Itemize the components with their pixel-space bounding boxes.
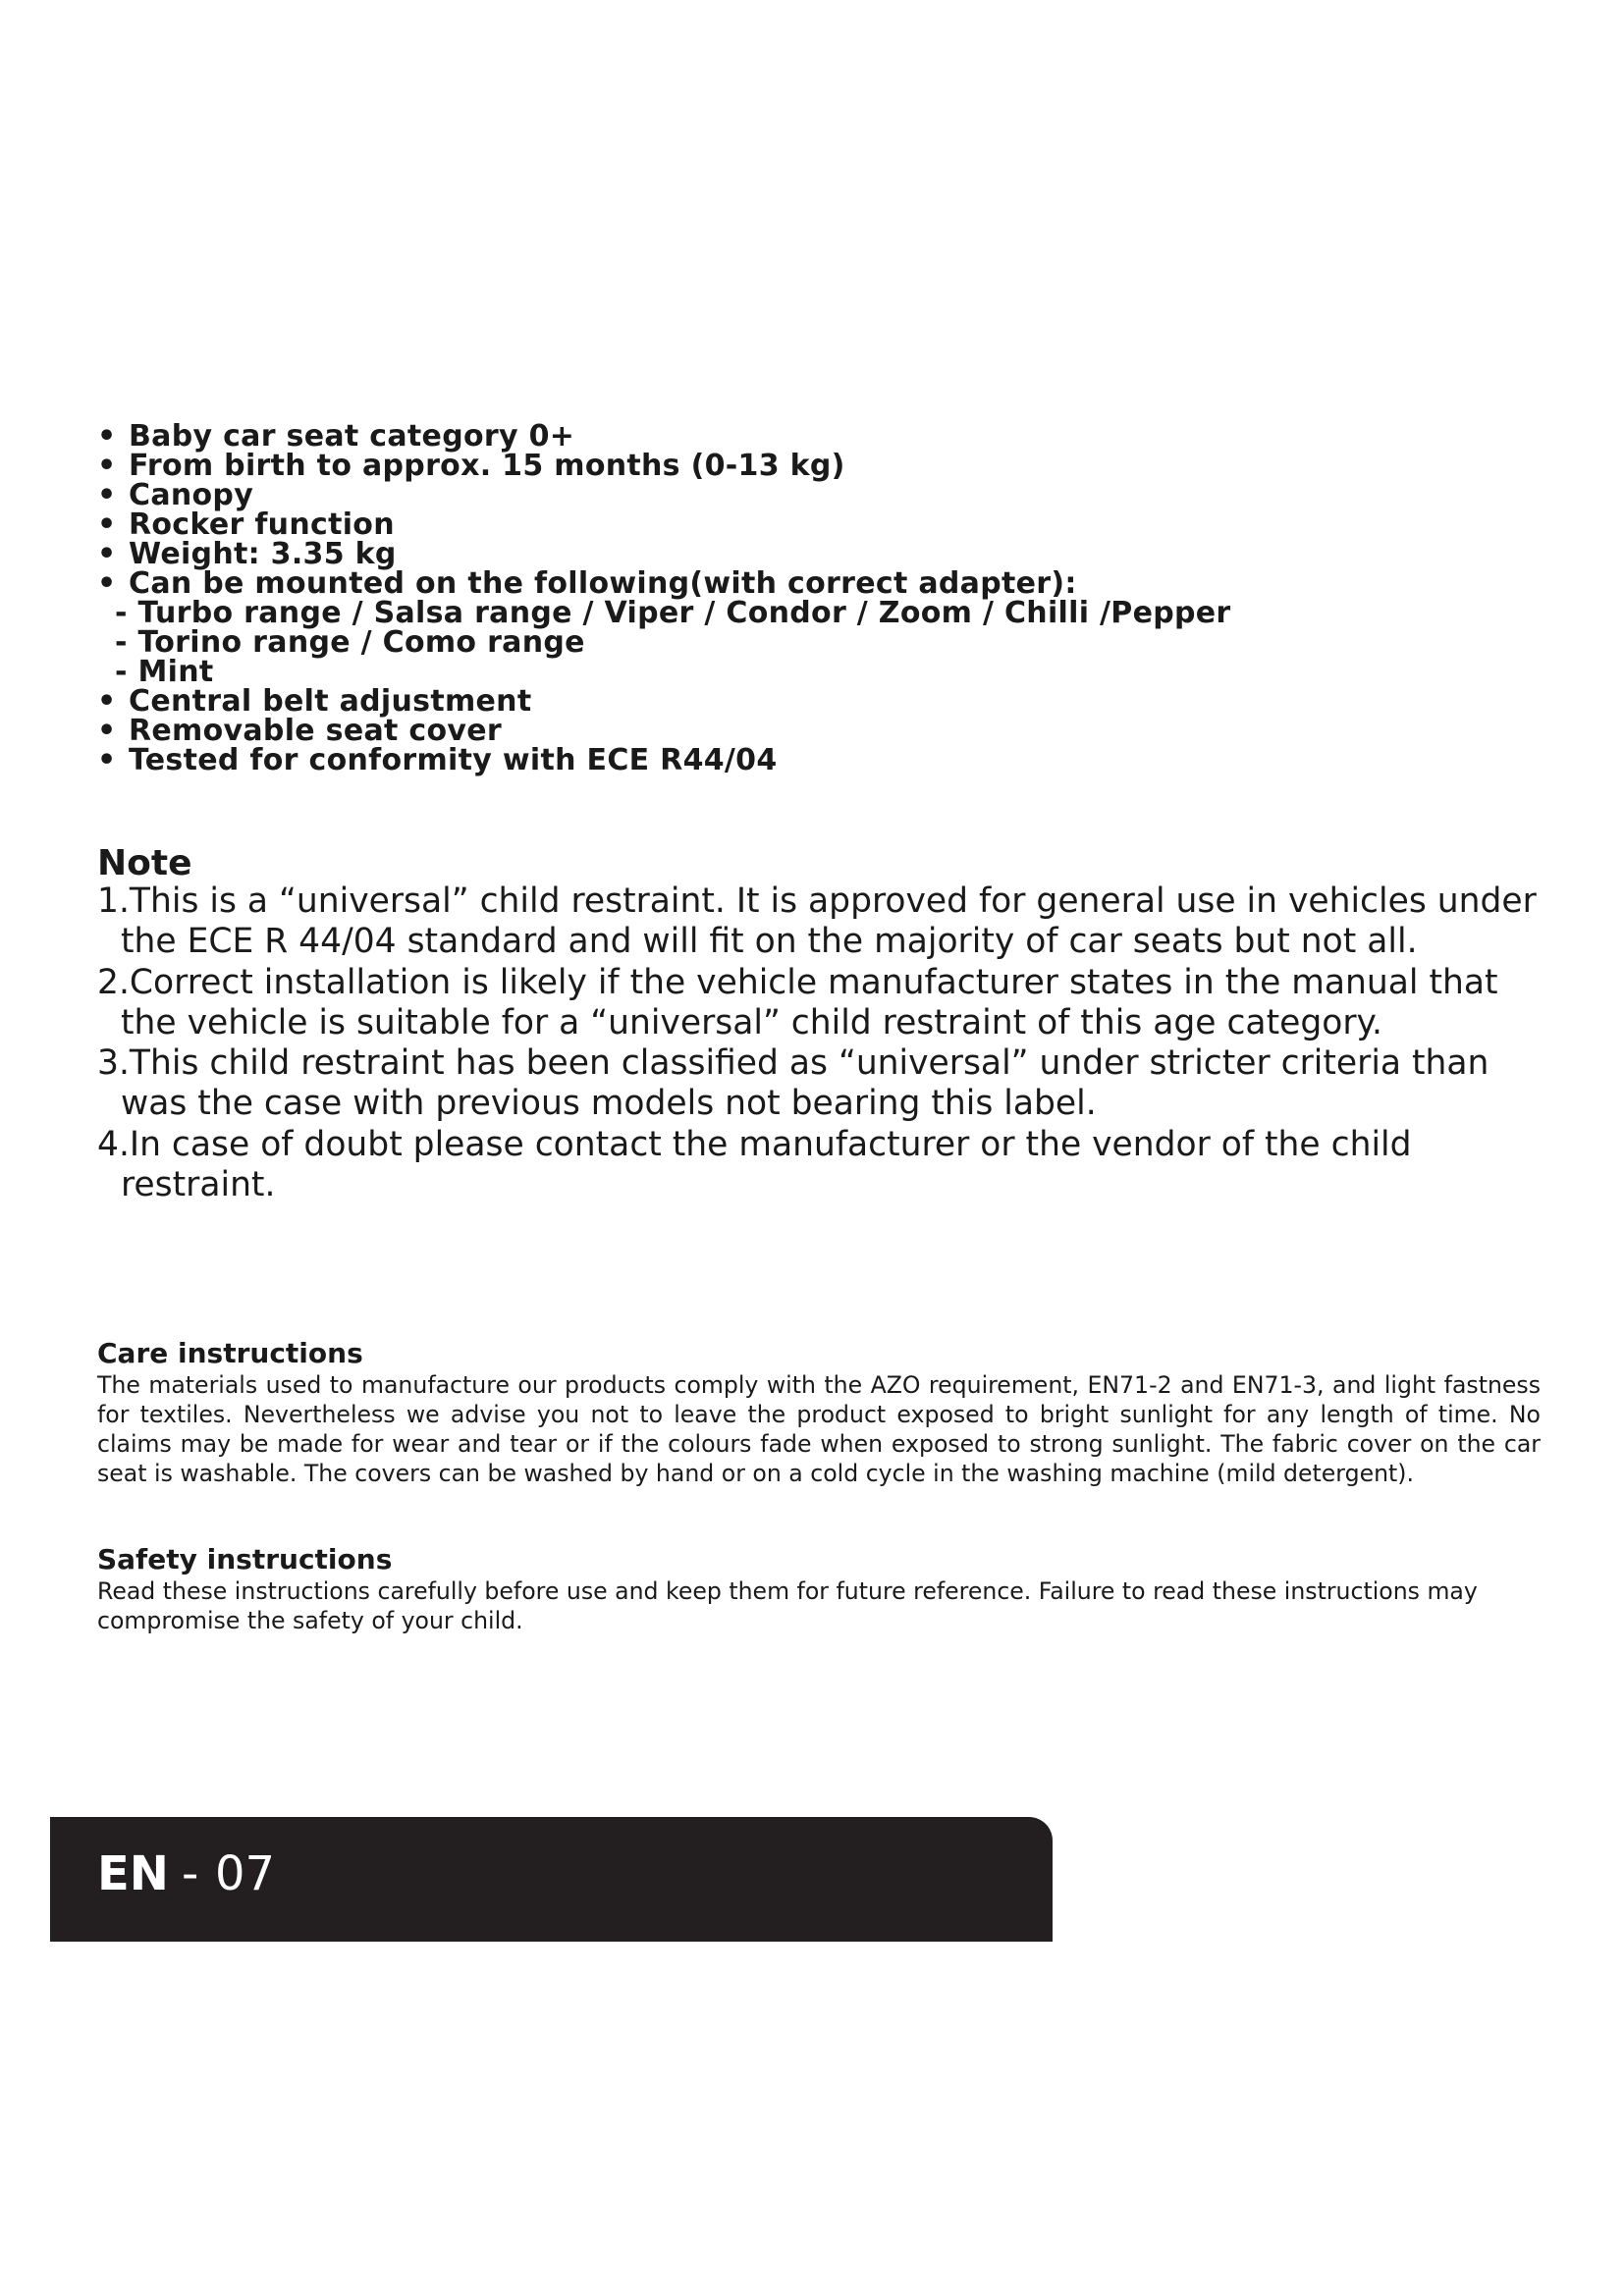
care-instructions-heading: Care instructions	[97, 1337, 363, 1369]
bullet-icon: •	[97, 507, 117, 542]
safety-instructions-heading: Safety instructions	[97, 1543, 393, 1575]
feature-subitem-text: - Turbo range / Salsa range / Viper / Condor / Zoom / Chilli /Pepper	[115, 596, 1231, 630]
bullet-icon: •	[97, 478, 117, 512]
feature-text: Baby car seat category 0+	[129, 419, 575, 454]
feature-text: Rocker function	[129, 507, 395, 542]
feature-item	[97, 566, 1550, 601]
feature-item	[97, 449, 1550, 483]
bullet-icon: •	[97, 449, 117, 483]
feature-text: Removable seat cover	[129, 714, 502, 748]
feature-text: From birth to approx. 15 months (0-13 kg)	[129, 449, 845, 483]
note-list	[97, 881, 1550, 1205]
note-heading: Note	[97, 843, 192, 883]
feature-subitem-text: - Torino range / Como range	[115, 625, 585, 660]
bullet-icon: •	[97, 743, 117, 777]
bullet-icon: •	[97, 537, 117, 571]
feature-subitem	[97, 655, 1550, 689]
note-item: 4.In case of doubt please contact the manufacturer or the vendor of the child restraint.	[97, 1124, 1412, 1205]
feature-item	[97, 684, 1550, 719]
feature-subitem-text: - Mint	[115, 655, 214, 689]
feature-text: Tested for conformity with ECE R44/04	[129, 743, 778, 777]
feature-text: Canopy	[129, 478, 254, 512]
bullet-icon: •	[97, 566, 117, 601]
feature-subitem	[97, 596, 1550, 630]
feature-item	[97, 419, 1550, 454]
care-instructions-text: The materials used to manufacture our products comply with the AZO requirement, EN71-2 and EN71-3, and light fastness for textiles. Nevertheless we advise you not to leave the product exposed to bright sunlight for any length of time. No claims may be made for wear and tear or if the colours fade when exposed to strong sunlight. The fabric cover on the car seat is washable. The covers can be washed by hand or on a cold cycle in the washing machine (mild detergent).	[97, 1371, 1541, 1487]
bullet-icon: •	[97, 419, 117, 454]
feature-item	[97, 507, 1550, 542]
feature-text: Can be mounted on the following(with correct adapter):	[129, 566, 1077, 601]
feature-item	[97, 743, 1550, 777]
feature-text: Weight: 3.35 kg	[129, 537, 397, 571]
note-item: 3.This child restraint has been classified as “universal” under stricter criteria than was the case with previous models not bearing this label.	[97, 1043, 1489, 1124]
footer-separator: -	[182, 1846, 199, 1901]
feature-subitem	[97, 625, 1550, 660]
feature-list	[97, 419, 1550, 777]
language-code: EN	[97, 1846, 169, 1901]
bullet-icon: •	[97, 714, 117, 748]
page-number: 07	[215, 1846, 276, 1901]
page-footer-bar	[50, 1817, 1053, 1942]
feature-item	[97, 537, 1550, 571]
feature-item	[97, 478, 1550, 512]
note-item: 2.Correct installation is likely if the vehicle manufacturer states in the manual that the vehicle is suitable for a “universal” child restraint of this age category.	[97, 962, 1498, 1042]
bullet-icon: •	[97, 684, 117, 719]
feature-text: Central belt adjustment	[129, 684, 532, 719]
feature-item	[97, 714, 1550, 748]
note-item: 1.This is a “universal” child restraint. It is approved for general use in vehicles under the ECE R 44/04 standard and will fit on the majority of car seats but not all.	[97, 881, 1537, 962]
safety-instructions-text: Read these instructions carefully before use and keep them for future reference. Failure to read these instructions may compromise the safety of your child.	[97, 1577, 1478, 1634]
